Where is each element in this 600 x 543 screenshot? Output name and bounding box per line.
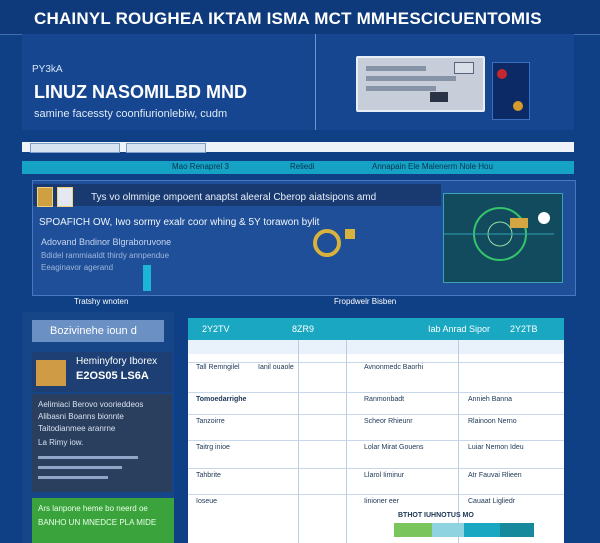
table-row-6-col-3: Cauaat Ligliedr (468, 498, 516, 505)
sidebar-footer-line-2: BANHO UN MNEDCE PLA MIDE (38, 518, 157, 527)
document-icon (37, 187, 53, 207)
table-row-2-col-1: Tomoedarrighe (196, 396, 247, 403)
hero-heading: LINUZ NASOMILBD MND (34, 82, 247, 102)
sidebar-panel (22, 312, 174, 543)
table-row-3-col-3: Rlainoon Nerno (468, 418, 517, 425)
table-row-2-col-3: Annieh Banna (468, 396, 512, 403)
sidebar-note-4: La Rimy iow. (38, 438, 84, 447)
color-swatch-light-teal (432, 523, 464, 537)
feature-line-5: Eeaginavor agerand (41, 263, 114, 272)
sidebar-footer-line-1: Ars lanpone heme bo neerd oe (38, 504, 148, 513)
feature-line-3: Adovand Bndinor Blgraboruvone (41, 237, 172, 247)
nav-item-3[interactable]: Annapain Ele Malenerm Nole Hou (372, 162, 493, 171)
data-table (188, 318, 564, 543)
nav-item-2[interactable]: Reliedi (290, 162, 315, 171)
sidebar-note-3: Taitodianmee aranrne (38, 424, 116, 433)
feature-caption-right: Fropdwelr Bisben (334, 297, 397, 306)
sidebar-card[interactable] (32, 352, 172, 392)
sidebar-notes (32, 394, 172, 492)
feature-header-bar (33, 184, 441, 206)
color-swatch-dark-teal (500, 523, 534, 537)
feature-caption-left: Tratshy wnoten (74, 297, 129, 306)
circuit-graphic-icon (443, 193, 563, 283)
phone-illustration-icon (492, 62, 530, 120)
hero-subtitle: samine facessty coonfiurionlebiw, cudm (34, 108, 228, 120)
sidebar-footer (32, 498, 174, 543)
table-row-6-col-1: Ioseue (196, 498, 218, 505)
sidebar-note-2: Alibasni Boanns bionnte (38, 412, 124, 421)
table-row-5-col-1: Tahbrite (196, 472, 221, 479)
table-row-4-col-1: Taitrg inioe (196, 444, 230, 451)
title-bar (0, 0, 600, 35)
table-header-2: 8ZR9 (292, 324, 315, 334)
hero-banner (22, 34, 574, 130)
feature-line-1: Tys vo olmmige ompoent anaptst aleeral Cberop aiatsipons amd (91, 192, 377, 203)
toolbar-button-2[interactable] (126, 143, 206, 153)
feature-panel (32, 180, 576, 296)
sidebar-header-label: Bozivinehe ioun d (50, 325, 137, 337)
navigation-bar (22, 161, 574, 174)
table-row-2-col-2: Ranmonbadt (364, 396, 405, 403)
device-icon (36, 360, 66, 386)
table-row-5-col-2: Llarol Iiminur (364, 472, 405, 479)
table-row-6-col-2: Iinioner eer (364, 498, 400, 505)
table-bottom-label: BTHOT IUHNOTUS MO (398, 512, 474, 519)
device-illustration-icon (356, 56, 485, 112)
table-header (188, 318, 564, 340)
color-swatch-teal (464, 523, 500, 537)
sidebar-card-line-1: Heminyfory Iborex (76, 356, 158, 367)
table-row-4-col-3: Luiar Nemon Ideu (468, 444, 524, 451)
table-row-3-col-2: Scheor Rhieunr (364, 418, 413, 425)
status-indicator-icon (143, 265, 151, 291)
table-row-1-col-3: Avnonmedc Baorhi (364, 364, 424, 371)
window-title: CHAINYL ROUGHEA IKTAM ISMA MCT MMHESCICUENTOMIS (34, 9, 542, 28)
feature-line-4: Bdidel rammiaaldt thirdy annpendue (41, 251, 170, 260)
sidebar-header (32, 320, 164, 342)
sidebar-card-line-2: E2OS05 LS6A (76, 370, 149, 382)
table-row-5-col-3: Atr Fauvai Rlieen (468, 472, 522, 479)
table-row-1-col-1: Tall Remngilel (196, 364, 240, 371)
hero-divider (315, 34, 316, 130)
table-row-4-col-2: Lolar Mirat Gouens (364, 444, 424, 451)
toolbar-strip (22, 142, 574, 152)
table-header-4: 2Y2TB (510, 324, 538, 334)
table-header-3: Iab Anrad Sipor (428, 324, 491, 334)
sidebar-note-1: Aelimiaci Berovo voorieddeos (38, 400, 144, 409)
clipboard-icon (57, 187, 73, 207)
gear-graphic-icon (293, 221, 363, 265)
color-swatch-green (394, 523, 432, 537)
hero-eyebrow: PY3kA (32, 64, 63, 75)
table-row-3-col-1: Tanzoirre (196, 418, 225, 425)
table-header-1: 2Y2TV (202, 324, 230, 334)
feature-line-2: SPOAFICH OW, Iwo sormy exalr coor whing & 5Y torawon bylit (39, 217, 320, 228)
table-row-1-col-2: Ianil ouaole (258, 364, 294, 371)
nav-item-1[interactable]: Mao Renaprel 3 (172, 162, 229, 171)
toolbar-button-1[interactable] (30, 143, 120, 153)
table-subheader (188, 340, 564, 354)
